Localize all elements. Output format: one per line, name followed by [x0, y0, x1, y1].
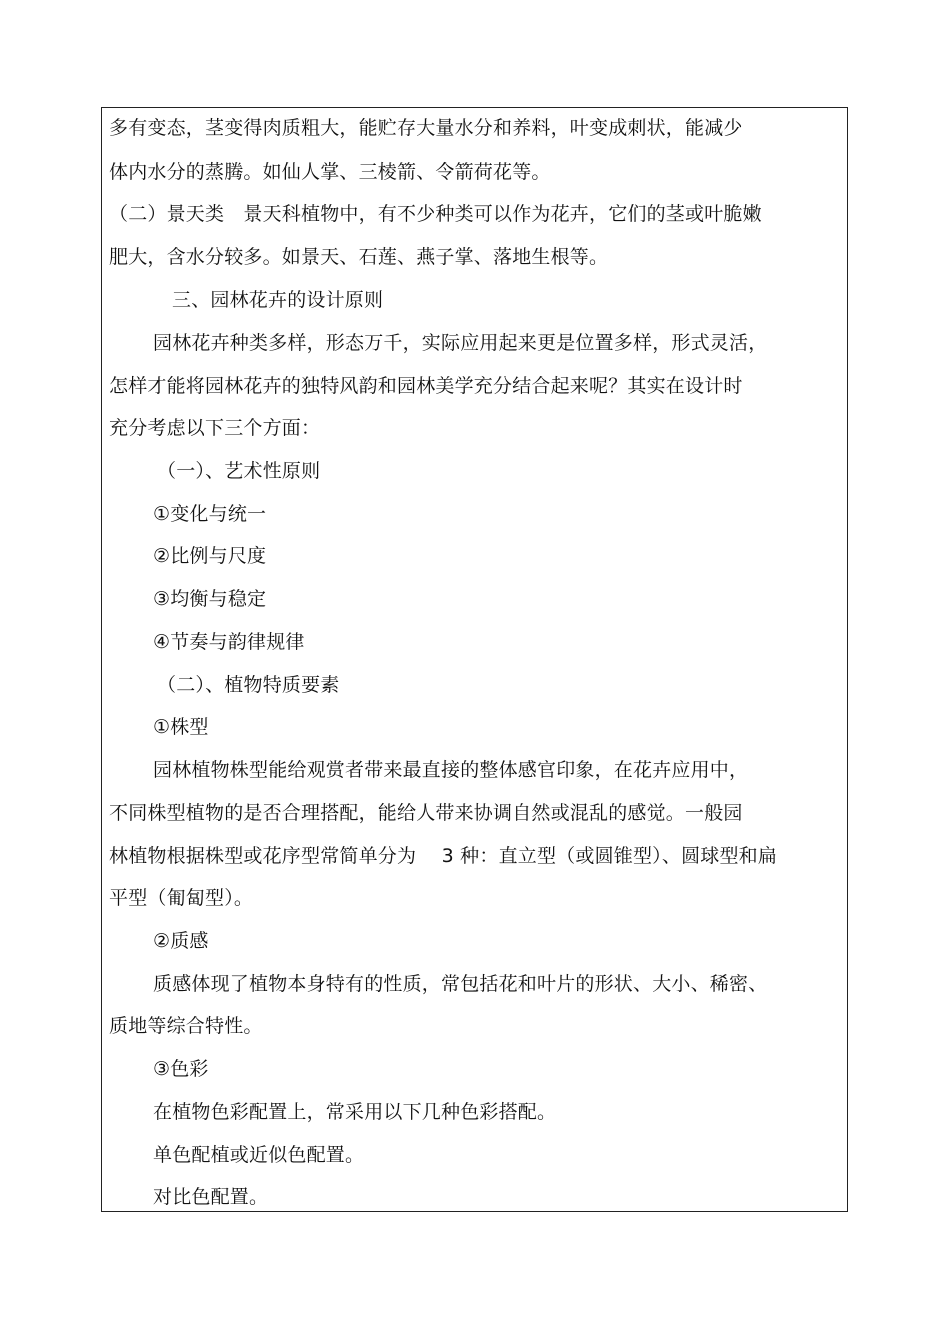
list-item: ①株型 — [153, 716, 209, 738]
text-line: 质感体现了植物本身特有的性质，常包括花和叶片的形状、大小、稀密、 — [153, 973, 768, 995]
text-line: 体内水分的蒸腾。如仙人掌、三棱箭、令箭荷花等。 — [109, 161, 551, 183]
text-line: （二）景天类 景天科植物中，有不少种类可以作为花卉，它们的茎或叶脆嫩 — [109, 203, 762, 225]
text-line: 多有变态，茎变得肉质粗大，能贮存大量水分和养料，叶变成刺状，能减少 — [109, 117, 743, 139]
list-item: ②质感 — [153, 930, 209, 952]
text-line: 林植物根据株型或花序型常简单分为 3 种：直立型（或圆锥型）、圆球型和扁 — [109, 845, 778, 867]
text-line: 不同株型植物的是否合理搭配，能给人带来协调自然或混乱的感觉。一般园 — [109, 802, 743, 824]
list-item: ②比例与尺度 — [153, 545, 267, 567]
text-line: 肥大，含水分较多。如景天、石莲、燕子掌、落地生根等。 — [109, 246, 609, 268]
section-heading: 三、园林花卉的设计原则 — [172, 289, 384, 311]
text-line: 园林植物株型能给观赏者带来最直接的整体感官印象，在花卉应用中， — [153, 759, 749, 781]
list-item: ④节奏与韵律规律 — [153, 631, 305, 653]
text-line: 单色配植或近似色配置。 — [153, 1144, 365, 1166]
subsection-heading: （二）、植物特质要素 — [157, 674, 340, 696]
text-line: 在植物色彩配置上，常采用以下几种色彩搭配。 — [153, 1101, 557, 1123]
text-line: 对比色配置。 — [153, 1186, 269, 1208]
content-table-frame — [101, 107, 848, 1212]
text-line: 充分考虑以下三个方面： — [109, 417, 321, 439]
text-line: 平型（匍匐型）。 — [109, 887, 254, 909]
list-item: ①变化与统一 — [153, 503, 267, 525]
text-line: 园林花卉种类多样，形态万千，实际应用起来更是位置多样，形式灵活， — [153, 332, 768, 354]
list-item: ③色彩 — [153, 1058, 209, 1080]
subsection-heading: （一）、艺术性原则 — [157, 460, 321, 482]
text-line: 质地等综合特性。 — [109, 1015, 263, 1037]
list-item: ③均衡与稳定 — [153, 588, 267, 610]
text-line: 怎样才能将园林花卉的独特风韵和园林美学充分结合起来呢？其实在设计时 — [109, 375, 743, 397]
